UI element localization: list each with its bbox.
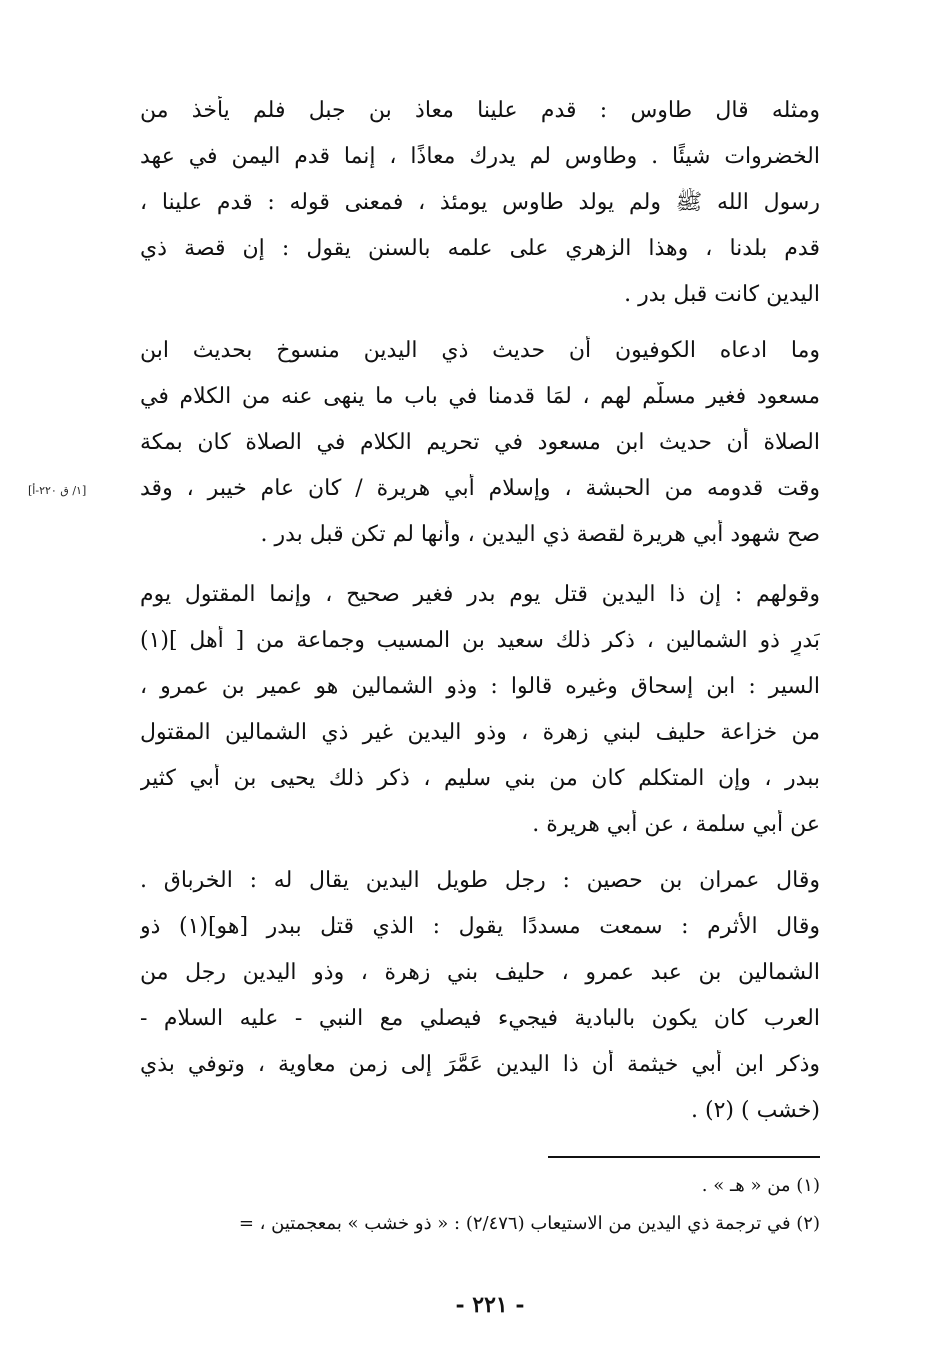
text-line: ومثله قال طاوس : قدم علينا معاذ بن جبل فلم يأخذ من — [140, 98, 820, 123]
text-line: الخضروات شيئًا . وطاوس لم يدرك معاذًا ، إنما قدم اليمن في عهد — [140, 144, 820, 169]
text-line: (خشب ) (٢) . — [691, 1098, 820, 1123]
page-number: - ٢٢١ - — [455, 1292, 525, 1318]
text-line: وقولهم : إن ذا اليدين قتل يوم بدر فغير صحيح ، وإنما المقتول يوم — [140, 582, 820, 607]
text-line: السير : ابن إسحاق وغيره قالوا : وذو الشمالين هو عمير بن عمرو ، — [140, 674, 820, 699]
text-line: الصلاة أن حديث ابن مسعود في تحريم الكلام في الصلاة كان بمكة — [140, 430, 820, 455]
footnote-1: (١) من « هـ » . — [701, 1175, 820, 1196]
text-line: وذكر ابن أبي خيثمة أن ذا اليدين عَمَّرَ إلى زمن معاوية ، وتوفي بذي — [140, 1052, 820, 1077]
text-line: اليدين كانت قبل بدر . — [624, 282, 820, 307]
text-line: العرب كان يكون بالبادية فيجيء فيصلي مع النبي - عليه السلام - — [140, 1006, 820, 1031]
text-line: ببدر ، وإن المتكلم كان من بني سليم ، ذكر ذلك يحيى بن أبي كثير — [140, 766, 820, 791]
text-line: وقال الأثرم : سمعت مسددًا يقول : الذي قتل ببدر [هو](١) ذو — [140, 914, 820, 939]
text-line: مسعود فغير مسلَّم لهم ، لمَا قدمنا في باب ما ينهى عنه من الكلام في — [140, 384, 820, 409]
text-line: عن أبي سلمة ، عن أبي هريرة . — [532, 812, 820, 837]
text-line: صح شهود أبي هريرة لقصة ذي اليدين ، وأنها لم تكن قبل بدر . — [260, 522, 820, 547]
text-line: من خزاعة حليف لبني زهرة ، وذو اليدين غير ذي الشمالين المقتول — [140, 720, 820, 745]
footnote-2: (٢) في ترجمة ذي اليدين من الاستيعاب (٢/٤٧٦) : « ذو خشب » بمعجمتين ، = — [238, 1213, 820, 1234]
text-line: وقال عمران بن حصين : رجل طويل اليدين يقال له : الخرباق . — [140, 868, 820, 893]
text-line: قدم بلدنا ، وهذا الزهري على علمه بالسنن يقول : إن قصة ذي — [140, 236, 820, 261]
text-line: وما ادعاه الكوفيون أن حديث ذي اليدين منسوخ بحديث ابن — [140, 338, 820, 363]
footnote-separator — [548, 1156, 820, 1158]
text-line: رسول الله ﷺ ولم يولد طاوس يومئذ ، فمعنى قوله : قدم علينا ، — [140, 190, 820, 215]
text-line: الشمالين بن عبد عمرو ، حليف بني زهرة ، وذو اليدين رجل من — [140, 960, 820, 985]
manuscript-folio-note: [١/ ق ٢٢٠-أ] — [28, 484, 87, 497]
text-line: وقت قدومه من الحبشة ، وإسلام أبي هريرة / كان عام خيبر ، وقد — [140, 476, 820, 501]
text-line: بَدرٍ ذو الشمالين ، ذكر ذلك سعيد بن المسيب وجماعة من [ أهل ](١) — [140, 628, 820, 653]
